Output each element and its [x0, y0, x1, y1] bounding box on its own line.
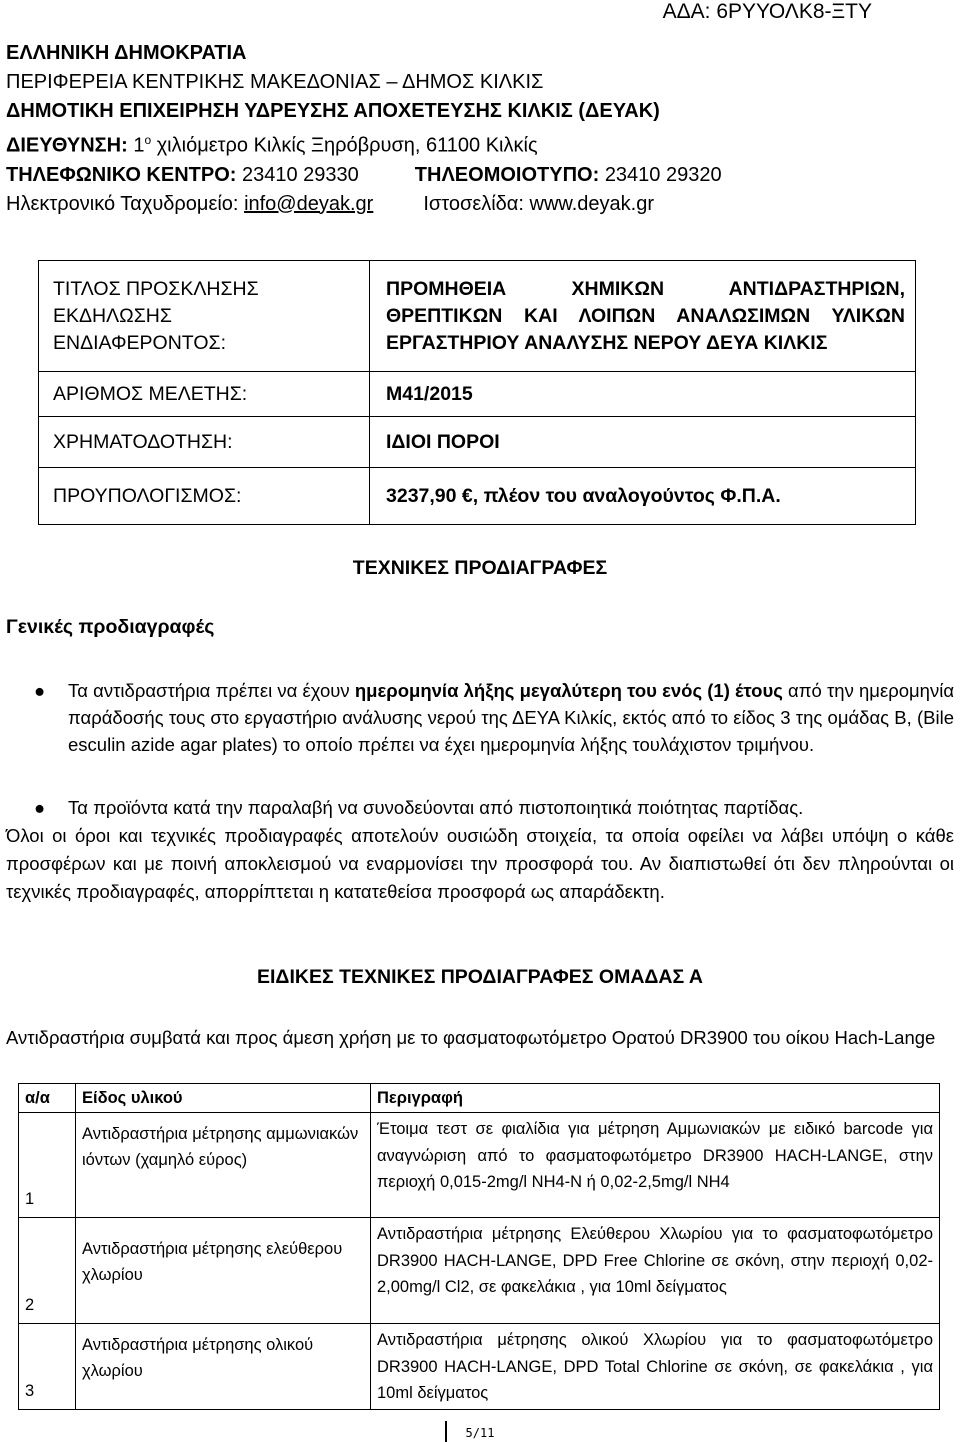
item-name: Αντιδραστήρια μέτρησης ελεύθερου χλωρίου [76, 1218, 371, 1324]
tender-info-table [38, 260, 916, 525]
letterhead [6, 39, 722, 219]
address-number: 1 [133, 134, 145, 157]
item-name: Αντιδραστήρια μέτρησης αμμωνιακών ιόντων (χαμηλό εύρος) [76, 1113, 371, 1218]
budget-label: ΠΡΟΥΠΟΛΟΓΙΣΜΟΣ: [39, 468, 370, 525]
item-description: Έτοιμα τεστ σε φιαλίδια για μέτρηση Αμμωνιακών με ειδικό barcode για αναγνώριση από το φασματοφωτόμετρο DR3900 HACH-LANGE, στην περιοχή 0,015-2mg/l NH4-N ή 0,02-2,5mg/l NH4 [371, 1113, 940, 1218]
address-superscript: ο [144, 133, 152, 147]
tender-title-value-3: ΕΡΓΑΣΤΗΡΙΟΥ ΑΝΑΛΥΣΗΣ ΝΕΡΟΥ ΔΕΥΑ ΚΙΛΚΙΣ [386, 331, 828, 354]
bullet-expiry [6, 677, 954, 758]
row-number: 3 [19, 1324, 76, 1410]
bullet-certificates [6, 794, 954, 821]
address-label: ΔΙΕΥΘΥΝΣΗ: [6, 134, 128, 157]
phone-label: ΤΗΛΕΦΩΝΙΚΟ ΚΕΝΤΡΟ: [6, 163, 237, 186]
budget-row [39, 468, 916, 525]
phone-line [6, 161, 722, 190]
bullet-icon: ● [34, 680, 46, 701]
funding-row [39, 417, 916, 468]
bullet-expiry-bold: ημερομηνία λήξης μεγαλύτερη του ενός (1) έτους [354, 680, 783, 701]
item-name: Αντιδραστήρια μέτρησης ολικού χλωρίου [76, 1324, 371, 1410]
technical-specs-title: ΤΕΧΝΙΚΕΣ ΠΡΟΔΙΑΓΡΑΦΕΣ [352, 557, 608, 579]
bullet-icon: ● [34, 797, 46, 818]
general-specs-heading: Γενικές προδιαγραφές [6, 616, 215, 638]
bullet-certificates-text: Τα προϊόντα κατά την παραλαβή να συνοδεύονται από πιστοποιητικά ποιότητας παρτίδας. [68, 797, 804, 818]
tender-title-label-2: ΕΚΔΗΛΩΣΗΣ [53, 304, 172, 327]
budget-value: 3237,90 €, πλέον του αναλογούντος Φ.Π.Α. [370, 468, 916, 525]
group-a-intro: Αντιδραστήρια συμβατά και προς άμεση χρήση με το φασματοφωτόμετρο Ορατού DR3900 του οίκου Hach-Lange [6, 1027, 936, 1048]
ada-code: ΑΔΑ: 6ΡΥΥΟΛΚ8-ΞΤΥ [662, 0, 872, 23]
tender-title-row [39, 261, 916, 372]
web-label: Ιστοσελίδα: [423, 192, 524, 215]
fax-number: 23410 29320 [604, 163, 722, 186]
email-label: Ηλεκτρονικό Ταχυδρομείο: [6, 192, 239, 215]
tender-title-value [370, 261, 916, 372]
terms-paragraph: Όλοι οι όροι και τεχνικές προδιαγραφές αποτελούν ουσιώδη στοιχεία, τα οποία οφείλει να λάβει υπόψη ο κάθε προσφέρων και με ποινή αποκλεισμού να εναρμονίσει την προσφορά του. Αν διαπιστωθεί ότι δεν πληρούνται οι τεχνικές προδιαγραφές, απορρίπτεται η κατατεθείσα προσφορά ως απαράδεκτη. [6, 825, 954, 902]
tender-title-value-2: ΘΡΕΠΤΙΚΩΝ ΚΑΙ ΛΟΙΠΩΝ ΑΝΑΛΩΣΙΜΩΝ ΥΛΙΚΩΝ [386, 304, 905, 327]
col-number-header: α/α [19, 1084, 76, 1113]
republic-line: ΕΛΛΗΝΙΚΗ ΔΗΜΟΚΡΑΤΙΑ [6, 42, 247, 64]
address-text: χιλιόμετρο Κιλκίς Ξηρόβρυση, 61100 Κιλκίς [156, 134, 538, 157]
table-row [19, 1324, 940, 1410]
row-number: 2 [19, 1218, 76, 1324]
item-description: Αντιδραστήρια μέτρησης ολικού Χλωρίου για το φασματοφωτόμετρο DR3900 HACH-LANGE, DPD Total Chlorine σε σκόνη, σε φακελάκια , για 10ml δείγματος [371, 1324, 940, 1410]
study-number-value: Μ41/2015 [370, 372, 916, 417]
web-link[interactable]: www.deyak.gr [529, 192, 654, 215]
utility-line: ΔΗΜΟΤΙΚΗ ΕΠΙΧΕΙΡΗΣΗ ΥΔΡΕΥΣΗΣ ΑΠΟΧΕΤΕΥΣΗΣ ΚΙΛΚΙΣ (ΔΕΥΑΚ) [6, 100, 660, 122]
products-header-row [19, 1084, 940, 1113]
bullet-expiry-text-b: από την ημερομηνία παράδοσής τους στο εργαστήριο ανάλυσης νερού της ΔΕΥΑ Κιλκίς, εκτός από το είδος 3 της ομάδας Β, (Bile esculin azide agar plates) το οποίο πρέπει να έχει ημερομηνία λήξης τουλάχιστον τριμήνου. [68, 680, 955, 755]
email-link[interactable]: info@deyak.gr [244, 192, 374, 215]
contact-line [6, 190, 722, 219]
table-row [19, 1113, 940, 1218]
funding-label: ΧΡΗΜΑΤΟΔΟΤΗΣΗ: [39, 417, 370, 468]
bullet-expiry-text-a: Τα αντιδραστήρια πρέπει να έχουν [68, 680, 350, 701]
fax-label: ΤΗΛΕΟΜΟΙΟΤΥΠΟ: [414, 163, 600, 186]
col-description-header: Περιγραφή [371, 1084, 940, 1113]
tender-title-value-1: ΠΡΟΜΗΘΕΙΑ ΧΗΜΙΚΩΝ ΑΝΤΙΔΡΑΣΤΗΡΙΩΝ, [386, 277, 905, 300]
col-item-header: Είδος υλικού [76, 1084, 371, 1113]
tender-title-label-1: ΤΙΤΛΟΣ ΠΡΟΣΚΛΗΣΗΣ [53, 277, 259, 300]
phone-number: 23410 29330 [242, 163, 359, 186]
funding-value: ΙΔΙΟΙ ΠΟΡΟΙ [370, 417, 916, 468]
tender-title-label [39, 261, 370, 372]
address-line [6, 126, 722, 161]
table-row [19, 1218, 940, 1324]
products-table [18, 1083, 940, 1410]
item-description: Αντιδραστήρια μέτρησης Ελεύθερου Χλωρίου για το φασματοφωτόμετρο DR3900 HACH-LANGE, DPD Free Chlorine σε σκόνη, στην περιοχή 0,02-2,00mg/l Cl2, σε φακελάκια , για 10ml δείγματος [371, 1218, 940, 1324]
row-number: 1 [19, 1113, 76, 1218]
special-specs-title: ΕΙΔΙΚΕΣ ΤΕΧΝΙΚΕΣ ΠΡΟΔΙΑΓΡΑΦΕΣ ΟΜΑΔΑΣ Α [257, 966, 703, 988]
study-number-label: ΑΡΙΘΜΟΣ ΜΕΛΕΤΗΣ: [39, 372, 370, 417]
study-number-row [39, 372, 916, 417]
tender-title-label-3: ΕΝΔΙΑΦΕΡΟΝΤΟΣ: [53, 331, 226, 354]
region-line: ΠΕΡΙΦΕΡΕΙΑ ΚΕΝΤΡΙΚΗΣ ΜΑΚΕΔΟΝΙΑΣ – ΔΗΜΟΣ ΚΙΛΚΙΣ [6, 71, 544, 93]
page-number: 5/11 [465, 1426, 495, 1440]
